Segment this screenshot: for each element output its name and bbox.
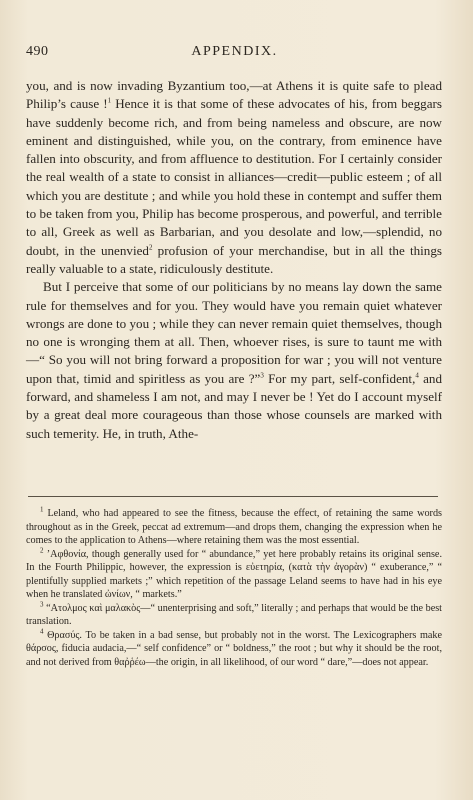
footnote-4: [26, 629, 442, 670]
footnote-ref: 4: [415, 371, 419, 380]
page-number: 490: [26, 44, 49, 59]
footnote-divider: [28, 496, 438, 497]
text-segment: Hence it is that some of these advocates of his, from beggars have suddenly become rich, and from being nameless and obscure, are now eminent and distinguished, while you, on the contrary, from eminence have fallen into obscurity, and from affluence to destitution. For I certainly consider the real wealth of a state to consist in alliances—credit—public esteem ; of all which you are destitute ; and while you hold these in contempt and suffer them to be taken from you, Philip has become prosperous, and powerful, and terrible to all, Greek as well as Barbarian, and you desolate and low,—splendid, no doubt, in the unenvied: [26, 96, 442, 258]
text-segment: and forward, and shameless I am not, and may I never be ! Yet do I account myself by a great deal more courageous than those whose counsels are marked with such temerity. He, in truth, Athe-: [26, 370, 442, 441]
paragraph-2: [26, 278, 442, 443]
running-title: APPENDIX.: [191, 44, 278, 59]
main-text: [26, 77, 442, 443]
footnote-ref: 3: [260, 371, 264, 380]
text-segment: profusion of your merchandise, but in all the things really valuable to a state, ridiculously destitute.: [26, 242, 442, 276]
footnote-2: [26, 548, 442, 602]
text-segment: But I perceive that some of our politicians by no means lay down the same rule for themselves and for you. They would have you remain quiet whatever wrongs are done to you ; while they can never remain quiet themselves, though no one is wronging them at all. Then, whoever rises, is sure to taunt me with—“ So you will not bring forward a proposition for war ; you will not venture upon that, timid and spiritless as you are ?”: [26, 279, 442, 386]
text-segment: you, and is now invading Byzantium too,—at Athens it is quite safe to plead Philip’s cause !: [26, 78, 442, 112]
footnote-text: Leland, who had appeared to see the fitness, because the effect, of retaining the same words throughout as in the Greek, peccat ad extremum—and drops them, changing the expression when he comes to the application to Athens—where retaining them was the most essential.: [26, 508, 442, 547]
footnote-mark: 4: [40, 627, 44, 636]
footnotes: [26, 507, 442, 670]
paragraph-1: [26, 77, 442, 278]
footnote-mark: 3: [40, 600, 44, 609]
footnote-ref: 2: [148, 243, 153, 252]
footnote-text: ’Αφθονία, though generally used for “ abundance,” yet here probably retains its original sense. In the Fourth Philippic, however, the expression is εὐετηρία, (κατὰ τὴν ἀγορὰν) “ exuberance,” “ plentifully supplied markets ;” which repetition of the passage Leland seems to have had in his eye when he translated ὠνίων, “ markets.”: [26, 548, 442, 601]
footnote-mark: 2: [40, 546, 44, 555]
footnote-3: [26, 602, 442, 629]
page-header: [26, 44, 443, 62]
footnote-1: [26, 507, 442, 548]
footnote-mark: 1: [40, 505, 44, 514]
footnote-text: “Ατολμος καὶ μαλακὸς—“ unenterprising and soft,” literally ; and perhaps that would be the best translation.: [26, 602, 443, 628]
footnote-text: Θρασύς. To be taken in a bad sense, but probably not in the worst. The Lexicographers make θάρσος, fiducia audacia,—“ self confidence” or “ boldness,” the root ; but why it should be the root, and not derived from θαῤῥέω—the origin, in all likelihood, of our word “ dare,”—does not appear.: [26, 629, 443, 669]
text-segment: For my part, self-confident,: [263, 370, 416, 386]
footnote-ref: 1: [107, 96, 112, 105]
